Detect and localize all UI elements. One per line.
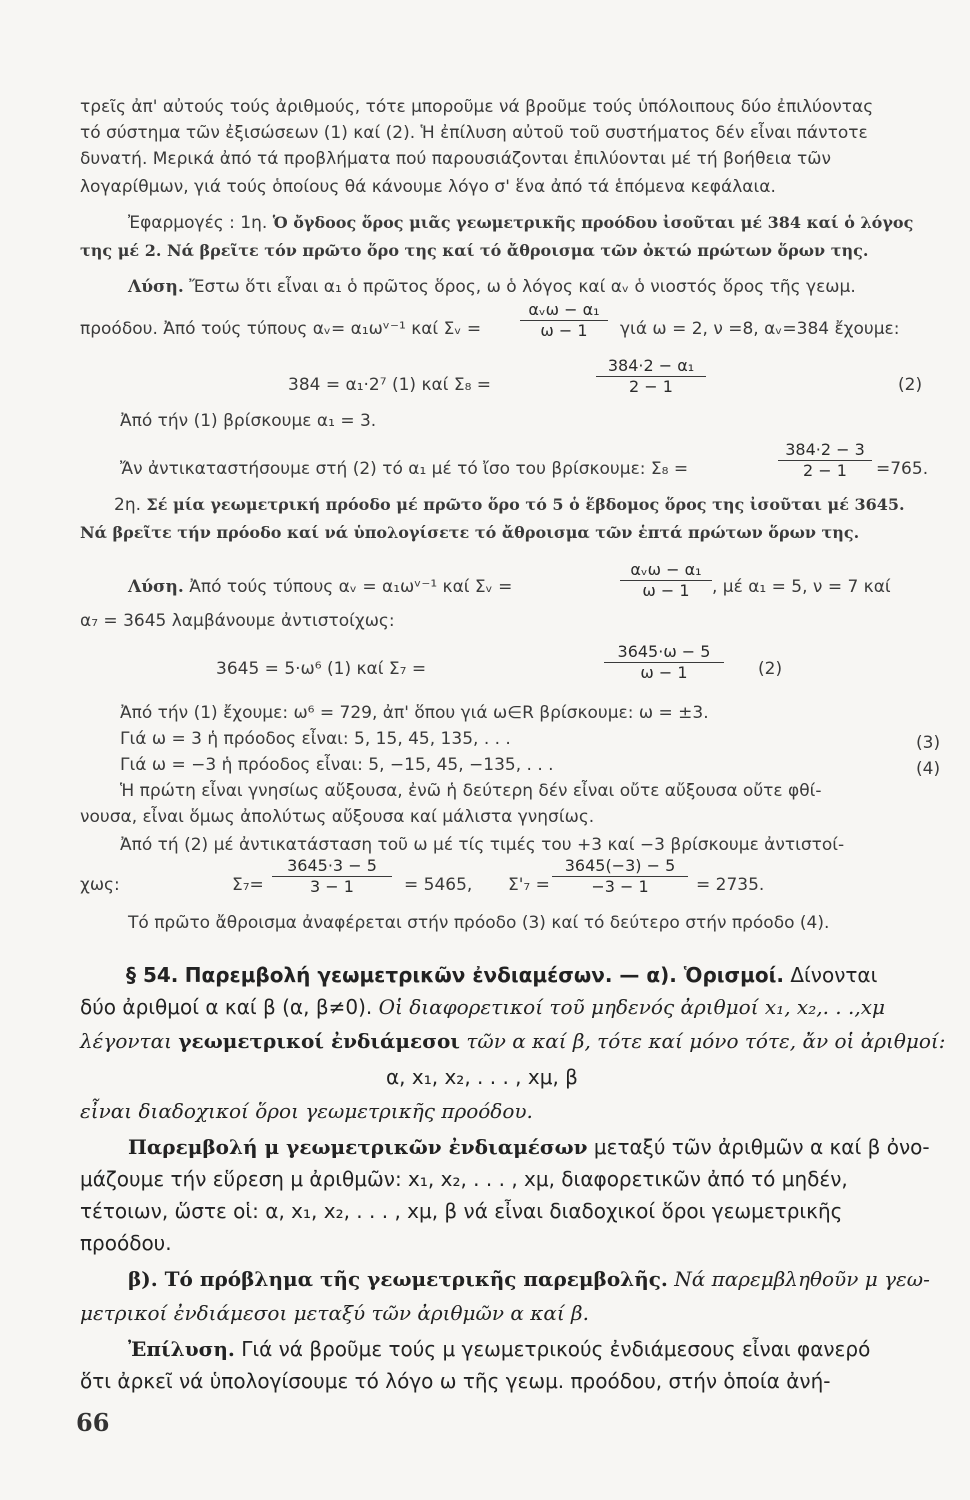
fraction-numerator: 384·2 − 3 [778, 440, 872, 461]
intro-line-4: λογαρίθμων, γιά τούς ὁποίους θά κάνουμε λόγο σ' ἕνα ἀπό τά ἑπόμενα κεφάλαια. [80, 177, 776, 197]
fraction-numerator: αᵥω − α₁ [620, 560, 712, 581]
example-2-line-substitution: Ἀπό τή (2) μέ ἀντικατάσταση τοῦ ω μέ τίς τιμές του +3 καί −3 βρίσκουμε ἀντιστοί- [120, 835, 845, 855]
definition-italic: Οἱ διαφορετικοί τοῦ μηδενός ἀριθμοί x₁, x₂,. . .,xμ [378, 995, 885, 1019]
solution-text: Ἔστω ὅτι εἶναι α₁ ὁ πρῶτος ὅρος, ω ὁ λόγος καί αᵥ ὁ νιοστός ὅρος τῆς γεωμ. [189, 277, 856, 297]
fraction-denominator: 2 − 1 [629, 377, 673, 396]
example-2-sum-1-fraction [272, 856, 392, 897]
interpolation-term: Παρεμβολή μ γεωμετρικῶν ἐνδιαμέσων [128, 1135, 588, 1159]
solution-label: Λύση. [128, 277, 184, 297]
example-1-final-fraction [778, 440, 872, 481]
intro-line-2: τό σύστημα τῶν ἐξισώσεων (1) καί (2). Ἡ ἐπίλυση αὐτοῦ τοῦ συστήματος δέν εἶναι πάντοτε [80, 123, 868, 143]
example-1-statement-line-2: της μέ 2. Νά βρεῖτε τόν πρῶτο ὅρο της καί τό ἄθροισμα τῶν ὀκτώ πρώτων ὅρων της. [80, 241, 869, 260]
solution-text: Ἀπό τούς τύπους αᵥ = α₁ωᵛ⁻¹ καί Σᵥ = [189, 577, 513, 597]
example-2-statement-line-1 [114, 494, 905, 516]
solution-line-2: ὅτι ἀρκεῖ νά ὑπολογίσουμε τό λόγο ω τῆς γεωμ. προόδου, στήν ὁποία ἀνή- [80, 1369, 831, 1393]
equation-tag: (2) [898, 375, 923, 395]
example-2-statement-line-2: Νά βρεῖτε τήν πρόοδο καί νά ὑπολογίσετε τό ἄθροισμα τῶν ἑπτά πρώτων ὅρων της. [80, 523, 860, 542]
example-2-equation-2-fraction [604, 642, 724, 683]
intro-line-1: τρεῖς ἀπ' αὐτούς τούς ἀριθμούς, τότε μποροῦμε νά βροῦμε τούς ὑπόλοιπους δύο ἐπιλύοντας [80, 97, 874, 117]
section-heading-tail: Δίνονται [790, 963, 878, 987]
example-2-sum-fraction [620, 560, 712, 601]
sum-symbol-1: Σ₇= [232, 875, 264, 895]
example-1-result-line: Ἀπό τήν (1) βρίσκουμε α₁ = 3. [120, 411, 377, 431]
example-2-sum-2-fraction [552, 856, 688, 897]
example-1-solution-line-1 [128, 276, 856, 298]
example-2-equation-1: 3645 = 5·ω⁶ (1) καί Σ₇ = [216, 659, 427, 679]
fraction-numerator: αᵥω − α₁ [520, 300, 608, 321]
example-1-equation-2-fraction [596, 356, 706, 397]
example-1-statement-line-1 [128, 212, 913, 234]
example-2-line-omega: Ἀπό τήν (1) ἔχουμε: ω⁶ = 729, ἀπ' ὅπου γιά ω∈R βρίσκουμε: ω = ±3. [120, 703, 709, 723]
section-number: § 54. [126, 963, 179, 987]
example-2-line-results-prefix: χως: [80, 875, 120, 895]
definition-line-2 [80, 1028, 946, 1054]
example-2-line-monotonic-2: νουσα, εἶναι ὅμως ἀπολύτως αὔξουσα καί μάλιστα γνησίως. [80, 807, 595, 827]
fraction-denominator: −3 − 1 [591, 877, 649, 896]
example-2-progression-3: Γιά ω = 3 ἡ πρόοδος εἶναι: 5, 15, 45, 135, . . . [120, 729, 511, 749]
example-1-formula-suffix: γιά ω = 2, ν =8, αᵥ=384 ἔχουμε: [620, 319, 900, 339]
interpolation-text: μεταξύ τῶν ἀριθμῶν α καί β ὀνο- [593, 1135, 930, 1159]
fraction-numerator: 3645(−3) − 5 [552, 856, 688, 877]
problem-line-1 [128, 1266, 930, 1292]
solution-heading: Ἐπίλυση. [128, 1337, 235, 1361]
interpolation-line-4: προόδου. [80, 1231, 172, 1255]
definition-term: γεωμετρικοί ἐνδιάμεσοι [178, 1029, 460, 1053]
fraction-numerator: 3645·3 − 5 [272, 856, 392, 877]
definition-sequence: α, x₁, x₂, . . . , xμ, β [386, 1065, 578, 1089]
definition-italic: τῶν α καί β, τότε καί μόνο τότε, ἄν οἱ ἀριθμοί: [466, 1029, 946, 1053]
example-2-label: 2η. [114, 495, 141, 515]
section-54-heading [126, 962, 877, 988]
example-1-formula-prefix: προόδου. Ἀπό τούς τύπους αᵥ= α₁ωᵛ⁻¹ καί Σᵥ = [80, 319, 482, 339]
fraction-denominator: 3 − 1 [310, 877, 354, 896]
definition-line-3: εἶναι διαδοχικοί ὅροι γεωμετρικῆς προόδου. [80, 1099, 533, 1123]
fraction-numerator: 384·2 − α₁ [596, 356, 706, 377]
fraction-numerator: 3645·ω − 5 [604, 642, 724, 663]
problem-heading: β). Τό πρόβλημα τῆς γεωμετρικῆς παρεμβολῆς. [128, 1267, 668, 1291]
problem-line-2: μετρικοί ἐνδιάμεσοι μεταξύ τῶν ἀριθμῶν α καί β. [80, 1301, 589, 1325]
definition-text: δύο ἀριθμοί α καί β (α, β≠0). [80, 995, 373, 1019]
solution-line-1 [128, 1336, 870, 1362]
example-1-label: Ἐφαρμογές : 1η. [128, 213, 268, 233]
sum-2-result: = 2735. [696, 875, 765, 895]
example-1-equation-1: 384 = α₁·2⁷ (1) καί Σ₈ = [288, 375, 492, 395]
example-2-solution-line-1 [128, 576, 512, 598]
example-1-substitution-line: Ἄν ἀντικαταστήσουμε στή (2) τό α₁ μέ τό ἴσο του βρίσκουμε: Σ₈ = [120, 459, 689, 479]
equation-tag: (2) [758, 659, 783, 679]
interpolation-line-3: τέτοιων, ὥστε οἱ: α, x₁, x₂, . . . , xμ, β νά εἶναι διαδοχικοί ὅροι γεωμετρικῆς [80, 1199, 843, 1223]
equation-tag: (3) [916, 733, 941, 753]
solution-label: Λύση. [128, 577, 184, 597]
definition-italic: λέγονται [80, 1029, 172, 1053]
example-1-text: Ὁ ὄγδοος ὅρος μιᾶς γεωμετρικῆς προόδου ἰσοῦται μέ 384 καί ὁ λόγος [272, 213, 914, 232]
example-2-progression-4: Γιά ω = −3 ἡ πρόοδος εἶναι: 5, −15, 45, −135, . . . [120, 755, 554, 775]
example-2-solution-suffix: , μέ α₁ = 5, ν = 7 καί [712, 577, 891, 597]
interpolation-line-2: μάζουμε τήν εὕρεση μ ἀριθμῶν: x₁, x₂, . . . , xμ, διαφορετικῶν ἀπό τό μηδέν, [80, 1167, 848, 1191]
interpolation-line-1 [128, 1134, 930, 1160]
definition-line-1 [80, 994, 885, 1020]
sum-symbol-2: Σ'₇ = [508, 875, 550, 895]
sum-1-result: = 5465, [404, 875, 473, 895]
fraction-denominator: ω − 1 [640, 663, 688, 682]
page-number: 66 [76, 1408, 110, 1437]
intro-line-3: δυνατή. Μερικά ἀπό τά προβλήματα πού παρουσιάζονται ἐπιλύονται μέ τή βοήθεια τῶν [80, 149, 832, 169]
section-title: Παρεμβολή γεωμετρικῶν ἐνδιαμέσων. — α). Ὁρισμοί. [184, 963, 784, 987]
equation-tag: (4) [916, 759, 941, 779]
example-2-text: Σέ μία γεωμετρική πρόοδο μέ πρῶτο ὅρο τό 5 ὁ ἕβδομος ὅρος της ἰσοῦται μέ 3645. [146, 495, 905, 514]
example-1-final-result: =765. [876, 459, 929, 479]
fraction-denominator: ω − 1 [540, 321, 588, 340]
fraction-denominator: ω − 1 [642, 581, 690, 600]
example-2-solution-line-2: α₇ = 3645 λαμβάνουμε ἀντιστοίχως: [80, 611, 395, 631]
example-1-sum-fraction [520, 300, 608, 341]
fraction-denominator: 2 − 1 [803, 461, 847, 480]
example-2-conclusion: Τό πρῶτο ἄθροισμα ἀναφέρεται στήν πρόοδο (3) καί τό δεύτερο στήν πρόοδο (4). [128, 913, 830, 933]
solution-text: Γιά νά βροῦμε τούς μ γεωμετρικούς ἐνδιάμεσους εἶναι φανερό [241, 1337, 871, 1361]
example-2-line-monotonic-1: Ἡ πρώτη εἶναι γνησίως αὔξουσα, ἐνῶ ἡ δεύτερη δέν εἶναι οὔτε αὔξουσα οὔτε φθί- [120, 781, 822, 801]
problem-italic: Νά παρεμβληθοῦν μ γεω- [674, 1267, 930, 1291]
